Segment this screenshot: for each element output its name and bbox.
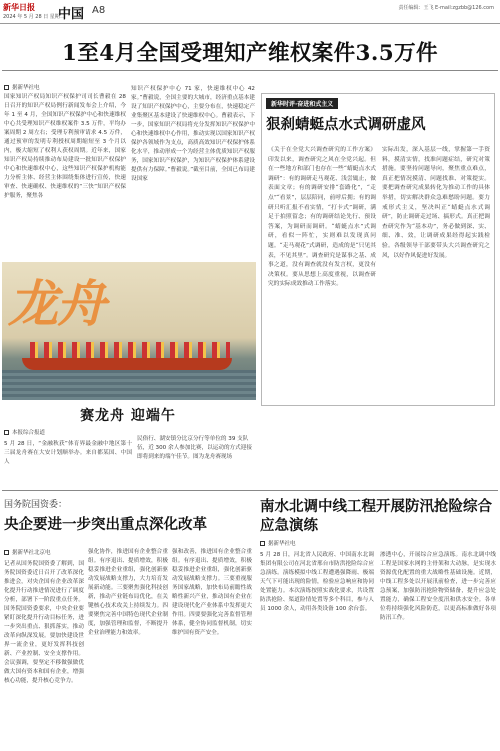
photo-headline: 赛龙舟 迎端午 xyxy=(80,408,176,424)
water xyxy=(2,370,256,400)
story3-body-col2: 渗透中心，开展综合应急演练。南水北调中线工程是国家水网的主骨架和大动脉，是实现水资源优化配置的重大战略性基础设施。近期，中线工程多处以开展汛前检查，进一步完善应急预案，加强防汛抢险物资储备，提升应急处置能力，确保工程安全度汛和供水安全。各单位将持续强化风险防范，以更高标准做好各项防汛工作。 xyxy=(380,552,496,621)
story2-body-col3: 强和改善，推进国有企业整合重组。有序退出、提质增效，积极稳妥推进企业重组，强化创新驱动发展战略支撑力。三要重视服务国家战略，加快布局前瞻性战略性新兴产业，推动国有企业在建设现代化产业体系中发挥更大作用。四要要强化完善监督管理体系，健全协同监督机制，切实维护国有资产安全。 xyxy=(172,549,252,636)
story3-body-col1: 5 月 28 日，河北省人民政府、中国南水北调集团有限公司在河北省邢台市防洪抢险综合应急演练。演练模拟中线工程遭遇强降雨、极端天气下可能出现的险情，检验应急响应和协同处置能力。本次演练按照实战化要求，共设置防洪抢险、渠道险情处置等多个科目，参与人员 1000 余人，动用各类设备 100 余台套。 xyxy=(260,552,374,612)
lead-headline: 1至4月全国受理知产维权案件3.5万件 xyxy=(62,41,438,66)
issue-date: 2024 年 5 月 28 日 星期二 xyxy=(3,14,65,20)
lead-body-col1: 国家知识产权局知识产权保护司司长曹毅在 28 日召开的知识产权局例行新闻发布会上介绍，今年 1 至 4 月，全国知识产权保护中心和快速维权中心共受理知识产权维权案件 3.5 万件，平均办案周期 2 周左右；受理专利预审请求 4.5 万件，通过预审的发明专利授权周期缩短至 3 个月以内，极大缩短了权利人获权周期。近年来，国家知识产权局持续推动布局建设一批知识产权保护中心和快速维权中心，这些知识产权保护机构能力分析主体、经营主体围绕集体进行宣传，快速审查、快速确权、快速维权的“三快”知识产权保护服务，聚焦各 xyxy=(4,94,126,199)
page-number: A8 xyxy=(92,5,106,16)
dragon-boat xyxy=(22,358,232,370)
newspaper-logo: 新华日报 xyxy=(3,2,35,12)
section-name: 中国 xyxy=(58,7,85,22)
story2-body-col2: 强化协作，推进国有企业整合重组。有序退出、提质增效，积极稳妥推进企业重组，强化创新驱动发展战略支撑力，大力培育发展新动能。三要聚焦强化科技创新，推动产业链布局优化，在关键核心技术攻关上持续发力。四要聚焦完善中国特色现代企业制度，加强管理和监督，不断提升企业治理能力和效率。 xyxy=(88,549,168,636)
story2-source-tag: 据新华社北京电 xyxy=(4,548,51,556)
story2-kicker: 国务院国资委： xyxy=(4,500,68,510)
story3-source-tag: 据新华社电 xyxy=(260,539,296,547)
lead-source-tag: 据新华社电 xyxy=(4,83,40,91)
story3-headline: 南水北调中线工程开展防汛抢险综合应急演练 xyxy=(260,498,492,534)
dragon-boat-photo xyxy=(2,262,256,400)
photo-tag-text: 5 月 28 日，“金融秋获”体育界最金融中地区第十三届龙舟赛在大安计划顺举办。来自都某国、中国人 xyxy=(4,441,132,465)
editor-info: 责任编辑：王飞 E-mail:zgzbb@126.com xyxy=(398,5,494,11)
feature-body-col2: 实际出发，深入基层一线，掌握第一手资料，摸清实情，找准问题症结，研究对策措施。要坚持问题导向，聚焦重点难点，真正把情况摸清、问题找准、对策提实。要把调查研究成果转化为推动工作的具体举措，切实解决群众急难愁盼问题。要力戒形式主义，坚决纠正“蜻蜓点水式调研”，防止调研走过场、搞形式。真正把调查研究作为“基本功”，务必做到深、实、细、准、效，让调研成果经得起实践检验。各级领导干部要带头大兴调查研究之风，以好作风促进好发展。 xyxy=(382,147,490,259)
divider xyxy=(2,70,498,71)
feature-column-tag: 新华时评·奋进和式主义 xyxy=(266,98,338,109)
masthead xyxy=(0,0,500,24)
story2-body-col1: 记者从国务院国资委了解到，国务院国资委近日召开了改革深化推进会，对央企国有企业改革深化提升行动推进情况进行了调度分析，部署下一阶段重点任务。国务院国资委要求，中央企业要紧盯深化提升行动目标任务，进一步突出重点、狠抓落实，推动改革向纵深发展。要加快建设世界一流企业，更好发挥科技创新、产业控制、安全支撑作用。会议强调，要坚定不移做强做优做大国有资本和国有企业，增强核心功能，提升核心竞争力。 xyxy=(4,561,84,684)
photo-caption: 民俗行、湖安镇分比京分行等单位的 39 支队伍，近 300 余人参加比赛，以运动的方式迎接即将到来的端午佳节。图为龙舟赛现场 xyxy=(137,436,252,460)
photo-source-tag: 本报综合报道 xyxy=(4,428,45,436)
feature-headline: 狠刹蜻蜓点水式调研虚风 xyxy=(266,116,426,133)
photo-title-art: 龙舟 xyxy=(8,274,104,333)
divider xyxy=(2,490,498,491)
lead-body-col2: 知识产权保护中心 71 家，快速维权中心 42 家。”曹毅说，全国主要的大城市，经济重点基本建设了知识产权保护中心，主要分布在，快速稳定产业集聚区基本建设了快速维权中心。曹毅表示，下一步，国家知识产权局将充分发挥知识产权保护中心和快速维权中心作用，推动实现以国家知识产权保护各领域作为支点，高质高效知识产权保护体系化水平，推动形成一个为经营主体优质知识产权服务，国家知识产权保护，为知识产权保护体系建设提供有力保障。”曹毅说。”截至目前，全国已布局建设国家 xyxy=(131,86,255,182)
story2-headline: 央企要进一步突出重点深化改革 xyxy=(4,516,207,533)
feature-body-col1: 《关于在全党大兴调查研究的工作方案》印发以来，调查研究之风在全党兴起。但在一些地方和部门也存在一些“蜻蜓点水式调研”：有的调研走马观花、浅尝辄止，做表面文章；有的调研安排“套路化”，“走点”“看景”，层层陪同，前呼后拥；有的调研只听汇报不看实情，“打卡式”调研，满足于拍照留念；有的调研结论先行、预设答案，为调研而调研。“蜻蜓点水”式调研，看似一阵忙，实则难以发现真问题。“走马观花”式调研，造成的是“只见其表，不见其里”。调查研究是谋事之基、成事之道，没有调查就没有发言权，更没有决策权。要从思想上高度重视，以调查研究的实际成效推动工作落实。 xyxy=(268,147,376,288)
